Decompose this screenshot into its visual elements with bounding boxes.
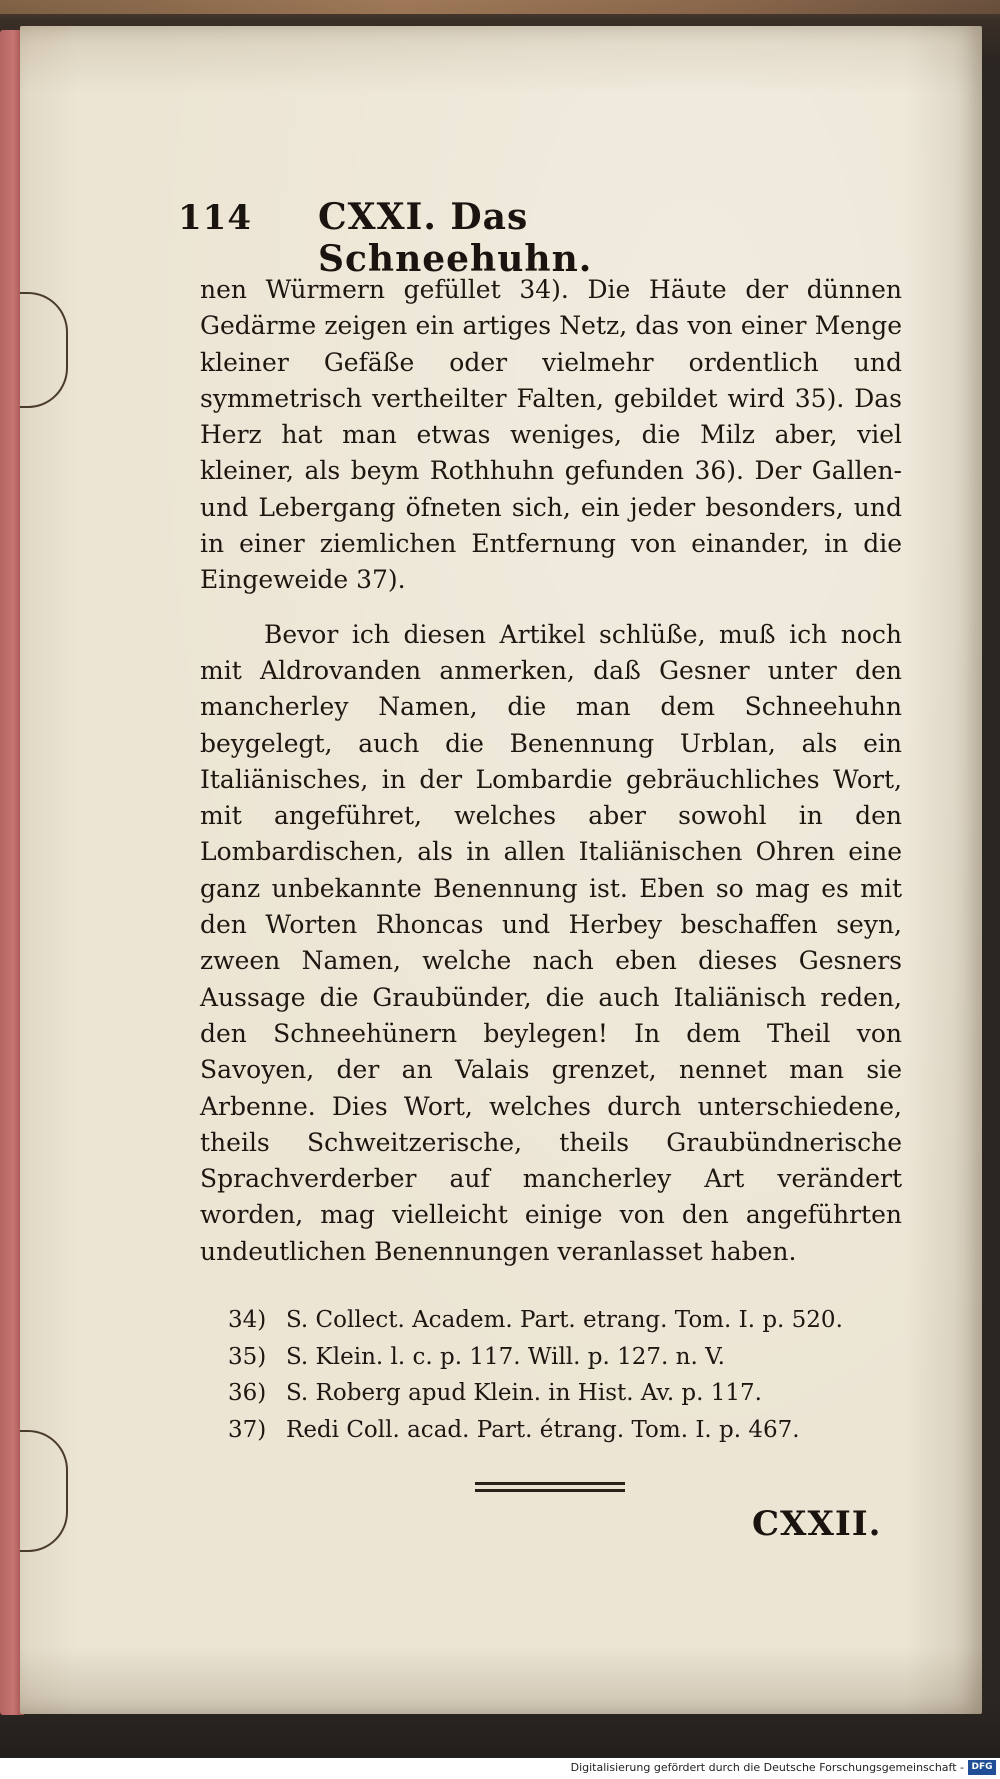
chapter-title: CXXI. Das Schneehuhn.	[317, 196, 593, 280]
footnote-number: 36)	[228, 1380, 267, 1406]
footnote	[228, 1302, 908, 1339]
footnote-text: S. Klein. l. c. p. 117. Will. p. 127. n. V.	[286, 1343, 725, 1370]
footnote	[228, 1339, 908, 1376]
footnote	[228, 1412, 908, 1449]
paragraph-continued: nen Würmern gefüllet 34). Die Häute der dünnen Gedärme zeigen ein artiges Netz, das von einer Menge kleiner Gefäße oder vielmehr ordentlich und symmetrisch vertheilter Falten, gebildet wird 35). Das Herz hat man etwas weniges, die Milz aber, viel kleiner, als beym Rothhuhn gefunden 36). Der Gallen- und Lebergang öfneten sich, ein jeder besonders, und in einer ziemlichen Entfernung von einander, in die Eingeweide 37).	[200, 275, 902, 595]
footnote-number: 34)	[228, 1307, 267, 1333]
footnotes	[228, 1302, 908, 1448]
footnote-number: 37)	[228, 1416, 267, 1443]
catchword: CXXII.	[752, 1504, 882, 1544]
footnote	[228, 1375, 908, 1412]
footnote-text: S. Roberg apud Klein. in Hist. Av. p. 117.	[286, 1380, 762, 1406]
footnote-text: Redi Coll. acad. Part. étrang. Tom. I. p. 467.	[286, 1416, 800, 1443]
page-clip-top	[20, 292, 68, 408]
body-text	[200, 272, 902, 1270]
dfg-logo: DFG	[968, 1760, 996, 1775]
book-top-edge	[0, 0, 1000, 14]
page-number: 114	[178, 198, 252, 238]
paragraph: Bevor ich diesen Artikel schlüße, muß ich noch mit Aldrovanden anmerken, daß Gesner unter den mancherley Namen, die man dem Schneehuhn beygelegt, auch die Benennung Urblan, als ein Italiänisches, in der Lombardie gebräuchliches Wort, mit angeführet, welches aber sowohl in den Lombardischen, als in allen Italiänischen Ohren eine ganz unbekannte Benennung ist. Eben so mag es mit den Worten Rhoncas und Herbey beschaffen seyn, zween Namen, welche nach eben dieses Gesners Aussage die Graubünder, die auch Italiänisch reden, den Schneehünern beylegen! In dem Theil von Savoyen, der an Valais grenzet, nennet man sie Arbenne. Dies Wort, welches durch unterschiedene, theils Schweitzerische, theils Graubündnerische Sprachverderber auf mancherley Art verändert worden, mag vielleicht einige von den angeführten undeutlichen Benennungen veranlasset haben.	[200, 619, 902, 1266]
credit-line: Digitalisierung gefördert durch die Deutsche Forschungsgemeinschaft -	[570, 1761, 964, 1774]
double-rule-divider	[475, 1482, 625, 1496]
footnote-number: 35)	[228, 1343, 267, 1370]
page-clip-bottom	[20, 1430, 68, 1552]
footnote-text: S. Collect. Academ. Part. etrang. Tom. I. p. 520.	[286, 1307, 843, 1333]
running-head	[178, 196, 798, 280]
